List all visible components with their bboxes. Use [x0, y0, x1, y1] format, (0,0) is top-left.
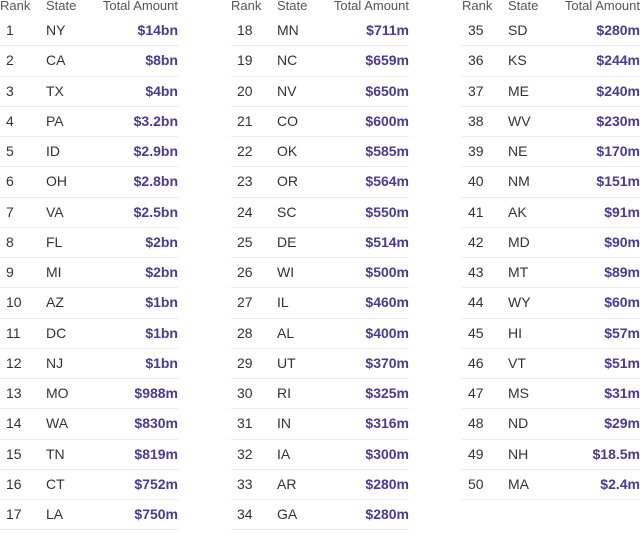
rank-cell: 17 [6, 506, 22, 522]
state-cell: WA [46, 415, 69, 432]
amount-cell: $57m [604, 324, 640, 341]
rank-cell: 42 [468, 233, 484, 250]
table-row [0, 349, 178, 379]
table-row [0, 379, 178, 409]
state-cell: AZ [46, 294, 64, 311]
rank-cell: 44 [468, 294, 484, 311]
rank-cell: 33 [237, 475, 253, 492]
state-cell: CO [277, 112, 298, 129]
table-row [231, 288, 409, 318]
table-row [462, 440, 640, 470]
state-cell: NJ [46, 354, 64, 371]
amount-header: Total Amount [564, 0, 640, 13]
table-header [462, 0, 640, 14]
state-cell: OH [46, 173, 67, 190]
state-cell: GA [277, 506, 298, 522]
state-cell: NV [277, 82, 297, 99]
state-cell: DE [277, 233, 297, 250]
table-row [462, 319, 640, 349]
amount-cell: $4bn [145, 82, 178, 99]
rank-cell: 23 [237, 173, 253, 190]
table-header [0, 0, 178, 14]
state-cell: MN [277, 22, 299, 38]
amount-header: Total Amount [102, 0, 178, 13]
table-row [0, 440, 178, 470]
table-row [0, 409, 178, 439]
amount-cell: $8bn [145, 52, 178, 69]
amount-cell: $89m [604, 264, 640, 280]
state-cell: IA [277, 445, 291, 462]
rank-cell: 16 [6, 475, 22, 492]
rank-cell: 41 [468, 203, 484, 220]
state-cell: KS [508, 52, 527, 69]
amount-cell: $91m [604, 203, 640, 220]
state-cell: NY [46, 22, 66, 38]
state-cell: MD [508, 233, 530, 250]
table-row [231, 228, 409, 258]
table-row [462, 288, 640, 318]
state-header: State [277, 0, 308, 13]
table-row [0, 288, 178, 318]
table-row [231, 500, 409, 530]
amount-cell: $659m [365, 52, 409, 69]
state-cell: WY [508, 294, 531, 311]
table-row [462, 137, 640, 167]
state-header: State [508, 0, 539, 13]
rank-cell: 43 [468, 264, 484, 280]
amount-cell: $585m [365, 143, 409, 159]
ranking-table-2 [231, 0, 409, 530]
table-row [231, 137, 409, 167]
state-cell: TN [46, 445, 65, 462]
rank-cell: 18 [237, 22, 253, 38]
rank-cell: 36 [468, 52, 484, 69]
state-cell: IN [277, 415, 291, 432]
rank-cell: 25 [237, 233, 253, 250]
amount-cell: $750m [134, 506, 178, 522]
ranking-table-1 [0, 0, 178, 530]
state-cell: SC [277, 203, 297, 220]
table-body [462, 16, 640, 500]
table-row [462, 258, 640, 288]
table-body [0, 16, 178, 530]
rank-cell: 4 [6, 112, 14, 129]
rank-cell: 5 [6, 143, 14, 159]
table-row [231, 46, 409, 76]
rank-cell: 34 [237, 506, 253, 522]
table-row [0, 470, 178, 500]
rank-cell: 27 [237, 294, 253, 311]
table-row [231, 107, 409, 137]
rank-cell: 15 [6, 445, 22, 462]
amount-cell: $600m [365, 112, 409, 129]
amount-cell: $280m [365, 475, 409, 492]
state-cell: VA [46, 203, 64, 220]
amount-cell: $280m [596, 22, 640, 38]
table-row [0, 258, 178, 288]
rank-cell: 26 [237, 264, 253, 280]
amount-cell: $514m [365, 233, 409, 250]
state-cell: CA [46, 52, 66, 69]
table-row [0, 167, 178, 197]
rank-cell: 9 [6, 264, 14, 280]
state-cell: WI [277, 264, 295, 280]
ranking-table-3 [462, 0, 640, 500]
rank-cell: 20 [237, 82, 253, 99]
state-cell: MO [46, 385, 69, 401]
rank-header: Rank [462, 0, 493, 13]
table-header [231, 0, 409, 14]
state-cell: MA [508, 475, 529, 492]
table-row [231, 198, 409, 228]
amount-cell: $1bn [145, 294, 178, 311]
table-row [231, 409, 409, 439]
table-row [0, 16, 178, 46]
table-row [0, 319, 178, 349]
state-cell: MS [508, 385, 529, 401]
rank-cell: 10 [6, 294, 22, 311]
rank-cell: 35 [468, 22, 484, 38]
amount-cell: $244m [596, 52, 640, 69]
amount-cell: $460m [365, 294, 409, 311]
rank-cell: 37 [468, 82, 484, 99]
table-row [231, 470, 409, 500]
table-row [462, 470, 640, 500]
table-row [0, 228, 178, 258]
table-row [231, 167, 409, 197]
rank-cell: 1 [6, 22, 14, 38]
amount-cell: $650m [365, 82, 409, 99]
rank-cell: 28 [237, 324, 253, 341]
state-header: State [46, 0, 77, 13]
state-cell: NH [508, 445, 529, 462]
rank-cell: 13 [6, 385, 22, 401]
table-row [231, 319, 409, 349]
amount-cell: $2.5bn [133, 203, 178, 220]
state-cell: OR [277, 173, 298, 190]
amount-cell: $819m [134, 445, 178, 462]
state-cell: MI [46, 264, 62, 280]
rank-cell: 46 [468, 354, 484, 371]
state-cell: WV [508, 112, 531, 129]
state-cell: ND [508, 415, 529, 432]
amount-cell: $3.2bn [133, 112, 178, 129]
amount-cell: $316m [365, 415, 409, 432]
table-row [231, 349, 409, 379]
state-cell: OK [277, 143, 298, 159]
amount-cell: $2bn [145, 264, 178, 280]
state-cell: HI [508, 324, 522, 341]
rank-cell: 39 [468, 143, 484, 159]
amount-cell: $18.5m [592, 445, 640, 462]
state-cell: AR [277, 475, 297, 492]
amount-cell: $14bn [137, 22, 178, 38]
table-row [0, 46, 178, 76]
table-row [462, 16, 640, 46]
amount-cell: $90m [604, 233, 640, 250]
rank-cell: 50 [468, 475, 484, 492]
amount-header: Total Amount [333, 0, 409, 13]
rank-cell: 40 [468, 173, 484, 190]
rank-cell: 22 [237, 143, 253, 159]
table-row [462, 409, 640, 439]
rank-cell: 2 [6, 52, 14, 69]
table-row [462, 228, 640, 258]
state-cell: VT [508, 354, 526, 371]
state-cell: ME [508, 82, 529, 99]
amount-cell: $988m [134, 385, 178, 401]
rank-cell: 29 [237, 354, 253, 371]
rank-cell: 6 [6, 173, 14, 190]
state-cell: AK [508, 203, 527, 220]
table-row [462, 349, 640, 379]
amount-cell: $400m [365, 324, 409, 341]
table-row [0, 500, 178, 530]
state-cell: PA [46, 112, 64, 129]
state-cell: TX [46, 82, 64, 99]
rank-cell: 12 [6, 354, 22, 371]
amount-cell: $2.8bn [133, 173, 178, 190]
amount-cell: $564m [365, 173, 409, 190]
state-cell: FL [46, 233, 63, 250]
rank-header: Rank [0, 0, 31, 13]
table-row [462, 46, 640, 76]
amount-cell: $752m [134, 475, 178, 492]
rank-cell: 31 [237, 415, 253, 432]
rank-cell: 21 [237, 112, 253, 129]
table-row [0, 198, 178, 228]
amount-cell: $29m [604, 415, 640, 432]
rank-cell: 49 [468, 445, 484, 462]
state-cell: DC [46, 324, 67, 341]
rank-cell: 3 [6, 82, 14, 99]
amount-cell: $51m [604, 354, 640, 371]
rank-cell: 7 [6, 203, 14, 220]
amount-cell: $550m [365, 203, 409, 220]
amount-cell: $31m [604, 385, 640, 401]
state-cell: RI [277, 385, 291, 401]
rank-header: Rank [231, 0, 262, 13]
state-cell: ID [46, 143, 60, 159]
amount-cell: $1bn [145, 354, 178, 371]
state-cell: LA [46, 506, 64, 522]
rank-cell: 47 [468, 385, 484, 401]
rank-cell: 38 [468, 112, 484, 129]
state-cell: UT [277, 354, 296, 371]
amount-cell: $370m [365, 354, 409, 371]
state-cell: NE [508, 143, 528, 159]
table-body [231, 16, 409, 530]
rank-cell: 45 [468, 324, 484, 341]
table-row [231, 379, 409, 409]
amount-cell: $170m [596, 143, 640, 159]
rank-cell: 48 [468, 415, 484, 432]
rank-cell: 32 [237, 445, 253, 462]
table-row [462, 167, 640, 197]
amount-cell: $500m [365, 264, 409, 280]
table-row [231, 77, 409, 107]
rank-cell: 11 [6, 324, 21, 341]
table-row [231, 258, 409, 288]
table-row [462, 379, 640, 409]
table-row [462, 107, 640, 137]
state-cell: NM [508, 173, 530, 190]
state-cell: CT [46, 475, 65, 492]
amount-cell: $1bn [145, 324, 178, 341]
table-row [0, 137, 178, 167]
state-cell: IL [277, 294, 289, 311]
state-cell: SD [508, 22, 528, 38]
amount-cell: $2.4m [600, 475, 640, 492]
table-row [0, 77, 178, 107]
amount-cell: $280m [365, 506, 409, 522]
rank-cell: 14 [6, 415, 22, 432]
amount-cell: $300m [365, 445, 409, 462]
amount-cell: $325m [365, 385, 409, 401]
state-cell: NC [277, 52, 298, 69]
amount-cell: $230m [596, 112, 640, 129]
rank-cell: 19 [237, 52, 253, 69]
amount-cell: $60m [604, 294, 640, 311]
amount-cell: $151m [596, 173, 640, 190]
amount-cell: $711m [366, 22, 409, 38]
amount-cell: $830m [134, 415, 178, 432]
state-cell: AL [277, 324, 295, 341]
amount-cell: $240m [596, 82, 640, 99]
rank-cell: 24 [237, 203, 253, 220]
amount-cell: $2bn [145, 233, 178, 250]
state-cell: MT [508, 264, 529, 280]
table-row [462, 198, 640, 228]
table-row [462, 77, 640, 107]
table-row [231, 440, 409, 470]
table-row [231, 16, 409, 46]
rank-cell: 8 [6, 233, 14, 250]
table-row [0, 107, 178, 137]
amount-cell: $2.9bn [133, 143, 178, 159]
rank-cell: 30 [237, 385, 253, 401]
